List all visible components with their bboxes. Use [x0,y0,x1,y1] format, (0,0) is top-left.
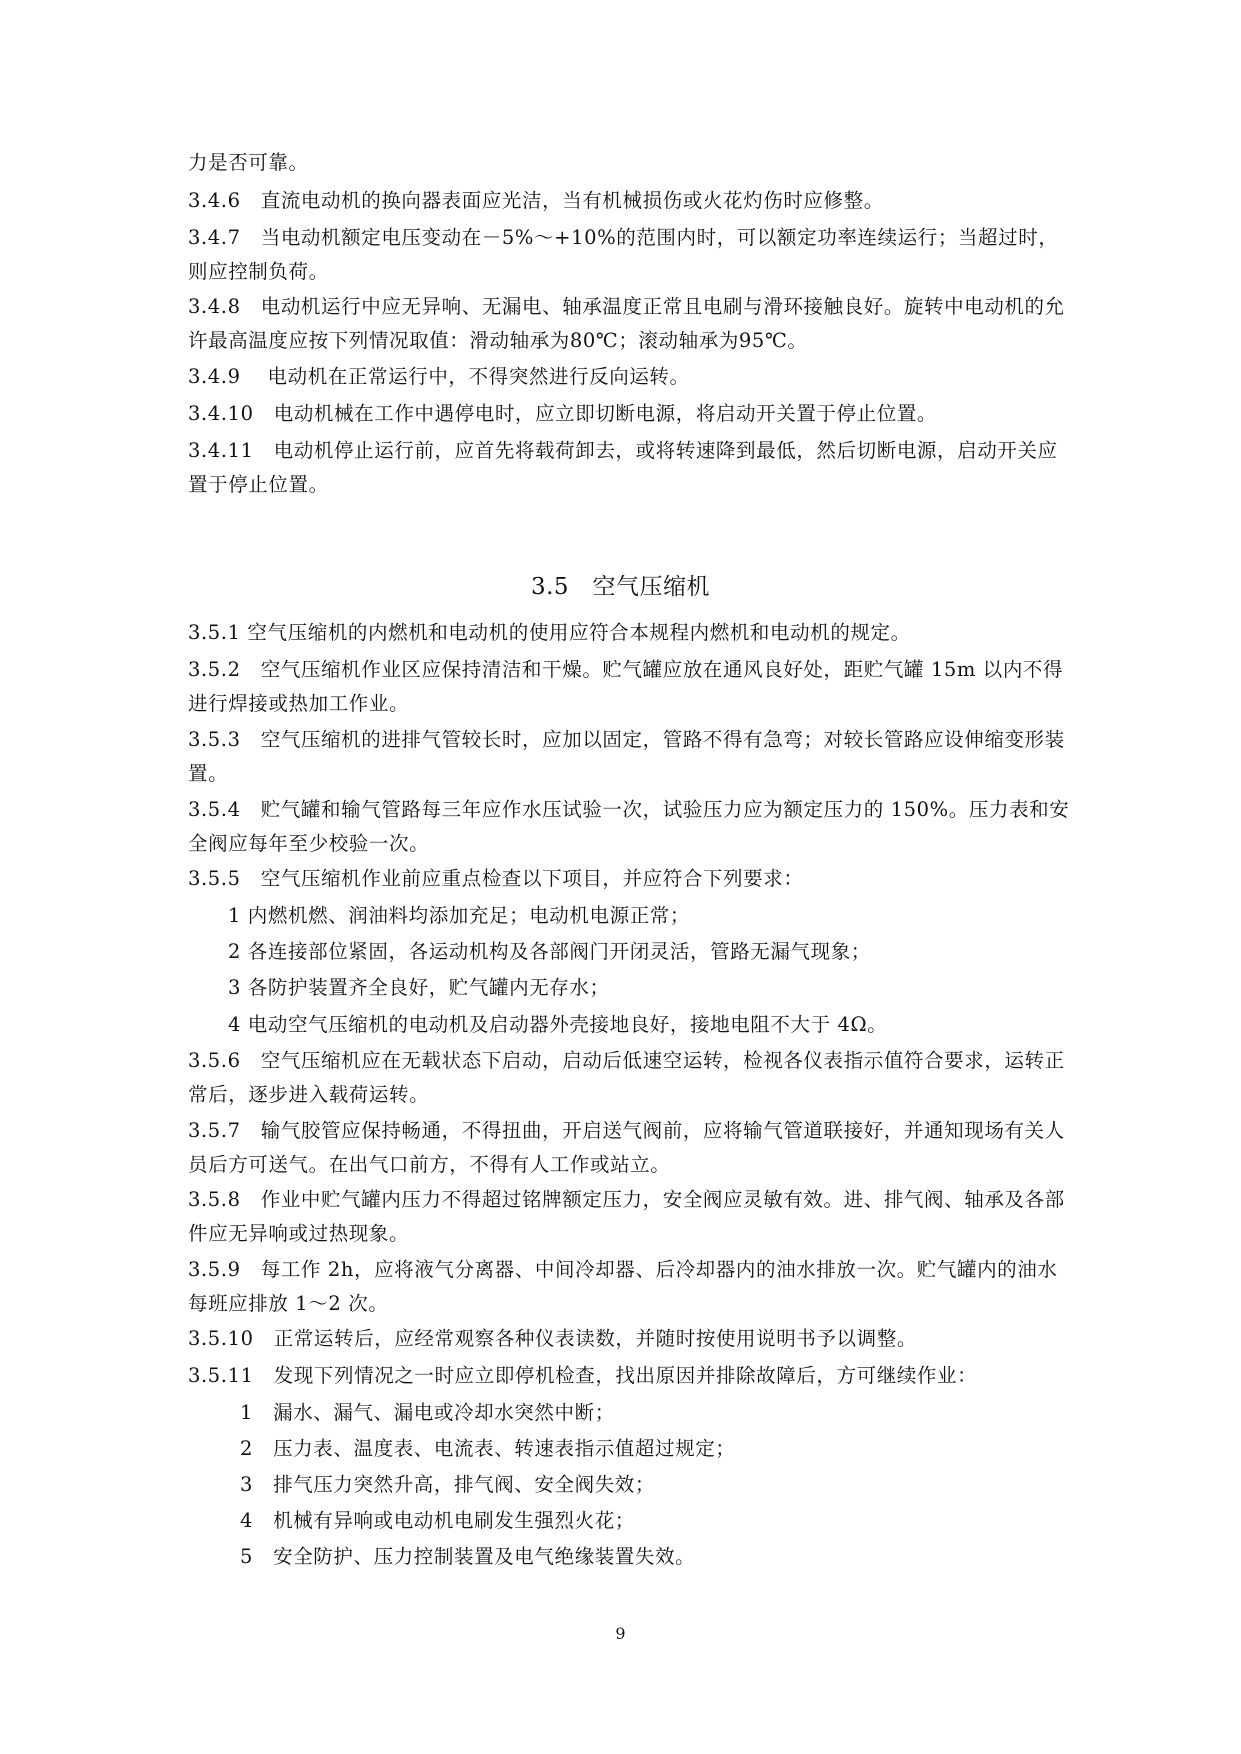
page-number: 9 [615,1624,626,1643]
clause-3-4-9: 3.4.9 电动机在正常运行中，不得突然进行反向运转。 [188,365,690,388]
clause-3-5-7: 3.5.7 输气胶管应保持畅通，不得扭曲，开启送气阀前，应将输气管道联接好，并通知现场有关人员后方可送气。在出气口前方，不得有人工作或站立。 [188,1119,1065,1176]
clause-3-4-8: 3.4.8 电动机运行中应无异响、无漏电、轴承温度正常且电刷与滑环接触良好。旋转中电动机的允许最高温度应按下列情况取值：滑动轴承为80℃；滚动轴承为95℃。 [188,295,1065,352]
clause-3-4-6: 3.4.6 直流电动机的换向器表面应光洁，当有机械损伤或火花灼伤时应修整。 [188,189,884,212]
list-item: 3 排气压力突然升高，排气阀、安全阀失效； [240,1473,656,1496]
list-item: 4 电动空气压缩机的电动机及启动器外壳接地良好，接地电阻不大于 4Ω。 [228,1013,888,1036]
clause-3-5-9: 3.5.9 每工作 2h，应将液气分离器、中间冷却器、后冷却器内的油水排放一次。贮气罐内的油水每班应排放 1～2 次。 [188,1258,1058,1315]
list-item: 3 各防护装置齐全良好，贮气罐内无存水； [228,976,610,999]
clause-3-4-11: 3.4.11 电动机停止运行前，应首先将载荷卸去，或将转速降到最低，然后切断电源，启动开关应置于停止位置。 [188,439,1058,496]
clause-3-5-5: 3.5.5 空气压缩机作业前应重点检查以下项目，并应符合下列要求： [188,867,804,890]
clause-3-4-7: 3.4.7 当电动机额定电压变动在－5%～+10%的范围内时，可以额定功率连续运行；当超过时，则应控制负荷。 [188,226,1059,283]
clause-3-5-2: 3.5.2 空气压缩机作业区应保持清洁和干燥。贮气罐应放在通风良好处，距贮气罐 15m 以内不得进行焊接或热加工作业。 [188,658,1064,715]
list-item: 4 机械有异响或电动机电刷发生强烈火花； [240,1509,635,1532]
clause-3-5-4: 3.5.4 贮气罐和输气管路每三年应作水压试验一次，试验压力应为额定压力的 150%。压力表和安全阀应每年至少校验一次。 [188,798,1070,855]
clause-3-5-3: 3.5.3 空气压缩机的进排气管较长时，应加以固定，管路不得有急弯；对较长管路应设伸缩变形装置。 [188,728,1065,785]
paragraph-continuation: 力是否可靠。 [188,151,309,174]
list-item: 1 内燃机燃、润油料均添加充足；电动机电源正常； [228,904,691,927]
clause-3-5-8: 3.5.8 作业中贮气罐内压力不得超过铭牌额定压力，安全阀应灵敏有效。进、排气阀、轴承及各部件应无异响或过热现象。 [188,1188,1065,1245]
section-heading: 3.5 空气压缩机 [530,574,711,600]
list-item: 2 各连接部位紧固，各运动机构及各部阀门开闭灵活，管路无漏气现象； [228,940,871,963]
list-item: 2 压力表、温度表、电流表、转速表指示值超过规定； [240,1437,736,1460]
clause-3-5-10: 3.5.10 正常运转后，应经常观察各种仪表读数，并随时按使用说明书予以调整。 [188,1327,917,1350]
list-item: 5 安全防护、压力控制装置及电气绝缘装置失效。 [240,1545,696,1568]
list-item: 1 漏水、漏气、漏电或冷却水突然中断； [240,1401,615,1424]
clause-3-5-1: 3.5.1 空气压缩机的内燃机和电动机的使用应符合本规程内燃机和电动机的规定。 [188,621,911,644]
clause-3-4-10: 3.4.10 电动机械在工作中遇停电时，应立即切断电源，将启动开关置于停止位置。 [188,402,938,425]
clause-3-5-11: 3.5.11 发现下列情况之一时应立即停机检查，找出原因并排除故障后，方可继续作业： [188,1364,978,1387]
clause-3-5-6: 3.5.6 空气压缩机应在无载状态下启动，启动后低速空运转，检视各仪表指示值符合要求，运转正常后，逐步进入载荷运转。 [188,1049,1065,1106]
